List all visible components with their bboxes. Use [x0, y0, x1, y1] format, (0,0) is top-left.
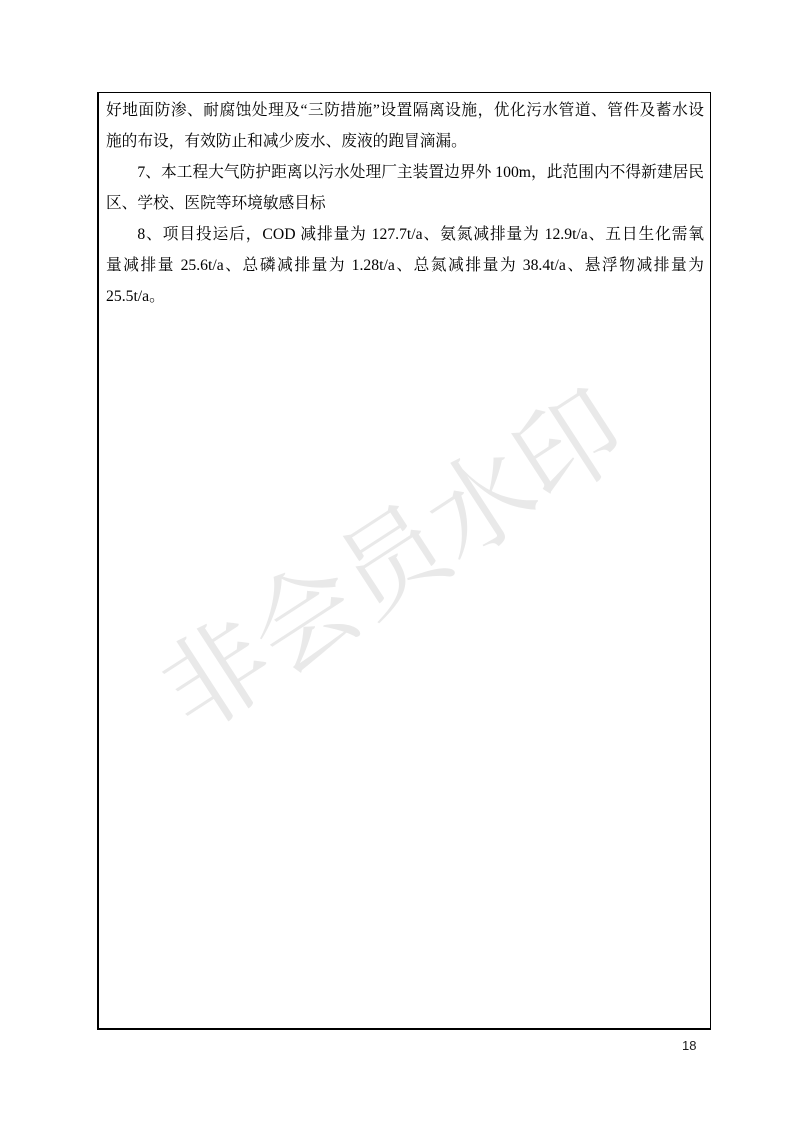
text-line: 施的布设，有效防止和减少废水、废液的跑冒滴漏。 — [106, 133, 467, 150]
text-line: 好地面防渗、耐腐蚀处理及“三防措施”设置隔离设施，优化污水管道、管件及蓄水设 — [106, 102, 704, 119]
page-number: 18 — [682, 1038, 697, 1053]
text-line: 25.5t/a。 — [106, 288, 165, 305]
text-line: 区、学校、医院等环境敏感目标 — [106, 195, 326, 212]
text-line: 量减排量 25.6t/a、总磷减排量为 1.28t/a、总氮减排量为 38.4t/a、悬浮物减排量为 — [106, 257, 704, 274]
text-line: 7、本工程大气防护距离以污水处理厂主装置边界外 100m，此范围内不得新建居民 — [137, 164, 704, 181]
content-border-box — [97, 92, 711, 1030]
diagonal-watermark: 非会员水印 — [141, 369, 646, 754]
text-line: 8、项目投运后，COD 减排量为 127.7t/a、氨氮减排量为 12.9t/a、五日生化需氧 — [137, 226, 704, 243]
